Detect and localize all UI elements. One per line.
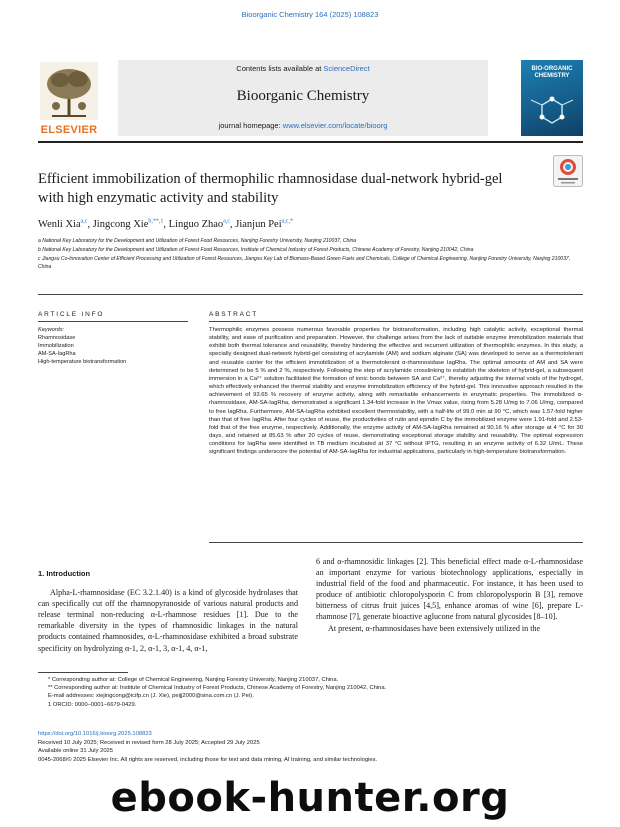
- footnote-rule: [38, 672, 128, 673]
- footnote: * Corresponding author at: College of Chemical Engineering, Nanjing Forestry University, Nanjing 210037, China.: [48, 677, 339, 683]
- footnote-emails[interactable]: E-mail addresses: xiejingcong@icifp.cn (J. Xie), peijj2000@sina.com.cn (J. Pei).: [48, 693, 254, 700]
- author[interactable]: [93, 219, 169, 230]
- contents-prefix: Contents lists available at: [236, 64, 324, 73]
- journal-banner: [38, 60, 583, 136]
- author-separator: ,: [163, 218, 169, 230]
- watermark: ebook-hunter.org: [110, 775, 510, 821]
- intro-right-column: [316, 556, 583, 634]
- intro-paragraph: At present, α-rhamnosidases have been extensively utilized in the: [328, 623, 541, 633]
- author-affil-marker[interactable]: a,c,*: [281, 218, 293, 224]
- keyword: Immobilization: [38, 343, 74, 349]
- homepage-prefix: journal homepage:: [218, 121, 283, 130]
- intro-paragraph: Alpha-L-rhamnosidase (EC 3.2.1.40) is a kind of glycoside hydrolases that can specifically cut off the rhamnopyranoside of various natural products and release terminal non-reducing α-L-rhamnose residues [1]. Due to the remarkable diversity in the types of rhamnosidic linkages in the natural products contained rhamnosides, α-L-rhamnosidase exhibited a broad substrate specificity on hydrolyzing α-1, 2, α-1, 3, α-1, 4, α-1,: [38, 588, 298, 653]
- journal-header-box: [118, 60, 488, 136]
- check-for-updates-badge[interactable]: [553, 155, 583, 187]
- elsevier-tree-icon: [38, 60, 100, 122]
- received-dates: Received 10 July 2025; Received in revised form 28 July 2025; Accepted 29 July 2025: [38, 739, 260, 746]
- author-name: Linguo Zhao: [168, 218, 224, 230]
- header-rule: [38, 141, 583, 143]
- article-title: Efficient immobilization of thermophilic rhamnosidase dual-network hybrid-gel with high enzymatic activity and stability: [38, 171, 503, 206]
- abstract-rule: [209, 321, 583, 322]
- author-name: Wenli Xia: [38, 218, 81, 230]
- author-name: Jianjun Pei: [235, 218, 282, 230]
- abstract-heading: ABSTRACT: [209, 311, 259, 318]
- footnote: 1 ORCID: 0000–0001–6679-0429.: [48, 701, 137, 708]
- keywords-block: [38, 326, 188, 366]
- abstract-text: Thermophilic enzymes possess numerous favorable properties for biotransformation, including high catalytic activity, exceptional thermal stability, and ease of purification and preparation. However, the challenge arises from the lack of suitable enzyme immobilization materials that exhibit both thermal tolerance and reusability, thereby hindering the effective and recurrent utilization of thermophilic enzymes. In this study, a specially designed dual-network hybrid-gel consisting of acrylamide (AM) and sodium alginate (SA) was developed to serve as a thermotolerant and reusable carrier for the efficient immobilization of a thermotolerant α-rhamnosidase IagRha. The optimal amounts of AM and SA were determined to be 5 % and 2 %, respectively. Following the step of acrylamide crosslinking to establish the skeleton of hybrid-gel, a subsequent immersion in a Ca²⁺ solution facilitated the formation of ionic bonds between SA and Ca²⁺, thereby adjusting the internal voids of the hydrogel, which effectively enhanced the thermal stability and enzyme immobilization efficiency of the hybrid-gel. This innovative approach resulted in the achievement of 93.65 % recovery of enzyme activity, along with remarkable enhancements in enzymatic properties. The immobilized α-rhamnosidase, AM-SA-IagRha, demonstrated a significant 1.34-fold increase in the Vmax value, rising from 5.28 U/mg to 7.06 U/mg, compared to free IagRha. Furthermore, AM-SA-IagRha exhibited excellent thermostability, with a half-life of 99.0 min at 90 °C, which was 1.57-fold higher than that of free IagRha. After four cycles of reuse, the productivities of rutin and epmdin C by the immobilized enzyme were 1.91-fold and 2.53-fold that of the free enzyme, respectively. Additionally, the enzyme activity of AM-SA-IagRha remained at 90.16 % after storage at 4 °C for 30 days, and retained at 85.63 % after 20 cycles of reuse, demonstrating exceptional storage stability and reusability. The optimal expression conditions for IagRha were identified in TB medium incubated at 37 °C without IPTG, resulting in an enzyme activity of 6.32 U/mL. These significant findings underscore the potential of AM-SA-IagRha for industrial applications, particularly in high-temperature biotransformation.: [209, 327, 583, 456]
- keyword: High-temperature biotransformation: [38, 359, 127, 365]
- footnote: ** Corresponding author at: Institute of Chemical Industry of Forest Products, Chinese Academy of Forestry, Nanjing 210042, China.: [48, 685, 387, 692]
- journal-reference[interactable]: Bioorganic Chemistry 164 (2025) 108823: [241, 10, 379, 19]
- affiliation: c Jiangsu Co-Innovation Center of Efficient Processing and Utilization of Forest Resources, Jiangsu Key Lab of Biomass-Based Green Fuels and Chemicals, College of Chemical Engineering, Nanjing Forestry University, Nanjing 210037, China: [38, 256, 571, 270]
- section-rule: [38, 294, 583, 295]
- article-info-rule: [38, 321, 188, 322]
- publisher-name: ELSEVIER: [40, 124, 98, 136]
- author[interactable]: [235, 219, 293, 230]
- abstract-end-rule: [209, 542, 583, 543]
- intro-left-column: [38, 568, 298, 654]
- affiliation: a National Key Laboratory for the Development and Utilization of Forest Food Resources, Nanjing Forestry University, Nanjing 210037, China: [38, 238, 357, 244]
- keyword: Rhamnosidase: [38, 335, 76, 341]
- homepage-line: [118, 121, 488, 130]
- homepage-link[interactable]: www.elsevier.com/locate/bioorg: [282, 121, 388, 130]
- author-affil-marker[interactable]: b,**,1: [148, 218, 164, 224]
- author-name: Jingcong Xie: [92, 218, 149, 230]
- copyright: 0045-2068/© 2025 Elsevier Inc. All rights are reserved, including those for text and data mining, AI training, and similar technologies.: [38, 756, 378, 763]
- journal-cover[interactable]: [521, 60, 583, 136]
- intro-paragraph: 6 and α-rhamnosidic linkages [2]. This beneficial effect made α-L-rhamnosidase an important enzyme for various biotechnology applications, especially in industrial field of the food and pharmaceutic. For instance, it has been used to produce of antibiotic chloropolysporin C from chloropolysporin B [3], remove bitterness of citrus fruit juices [4,5], enhance aromas of wine [6], prepare L-rhamnose [7], generate bioactive aglucone from natural glycosides [8–10].: [316, 557, 583, 622]
- keywords-label: Keywords:: [38, 327, 65, 333]
- check-for-updates-icon: [553, 155, 583, 187]
- author-affil-marker[interactable]: a,c: [80, 218, 88, 224]
- author-list: [38, 218, 558, 230]
- keyword: AM-SA-IagRha: [38, 351, 76, 357]
- article-info-heading: ARTICLE INFO: [38, 311, 105, 318]
- author[interactable]: [38, 219, 93, 230]
- author-separator: ,: [87, 218, 93, 230]
- available-online: Available online 31 July 2025: [38, 748, 113, 755]
- author-affil-marker[interactable]: a,c: [223, 218, 230, 224]
- author-separator: ,: [230, 218, 236, 230]
- affiliation: b National Key Laboratory for the Development and Utilization of Forest Food Resources, Institute of Chemical Industry of Forest Products, Chinese Academy of Forestry, Nanjing 210042, China: [38, 247, 474, 254]
- contents-line: [118, 64, 488, 73]
- molecule-icon: [527, 96, 577, 130]
- footnotes: [38, 676, 583, 709]
- journal-name: Bioorganic Chemistry: [236, 88, 370, 104]
- sciencedirect-link[interactable]: ScienceDirect: [323, 64, 370, 73]
- cover-title: BIO-ORGANIC CHEMISTRY: [531, 66, 573, 79]
- elsevier-logo[interactable]: [38, 60, 100, 136]
- doi-link[interactable]: https://doi.org/10.1016/j.bioorg.2025.108823: [38, 731, 152, 737]
- intro-heading: 1. Introduction: [38, 569, 91, 578]
- author[interactable]: [169, 219, 236, 230]
- publication-info: [38, 730, 583, 764]
- affiliations: [38, 238, 578, 273]
